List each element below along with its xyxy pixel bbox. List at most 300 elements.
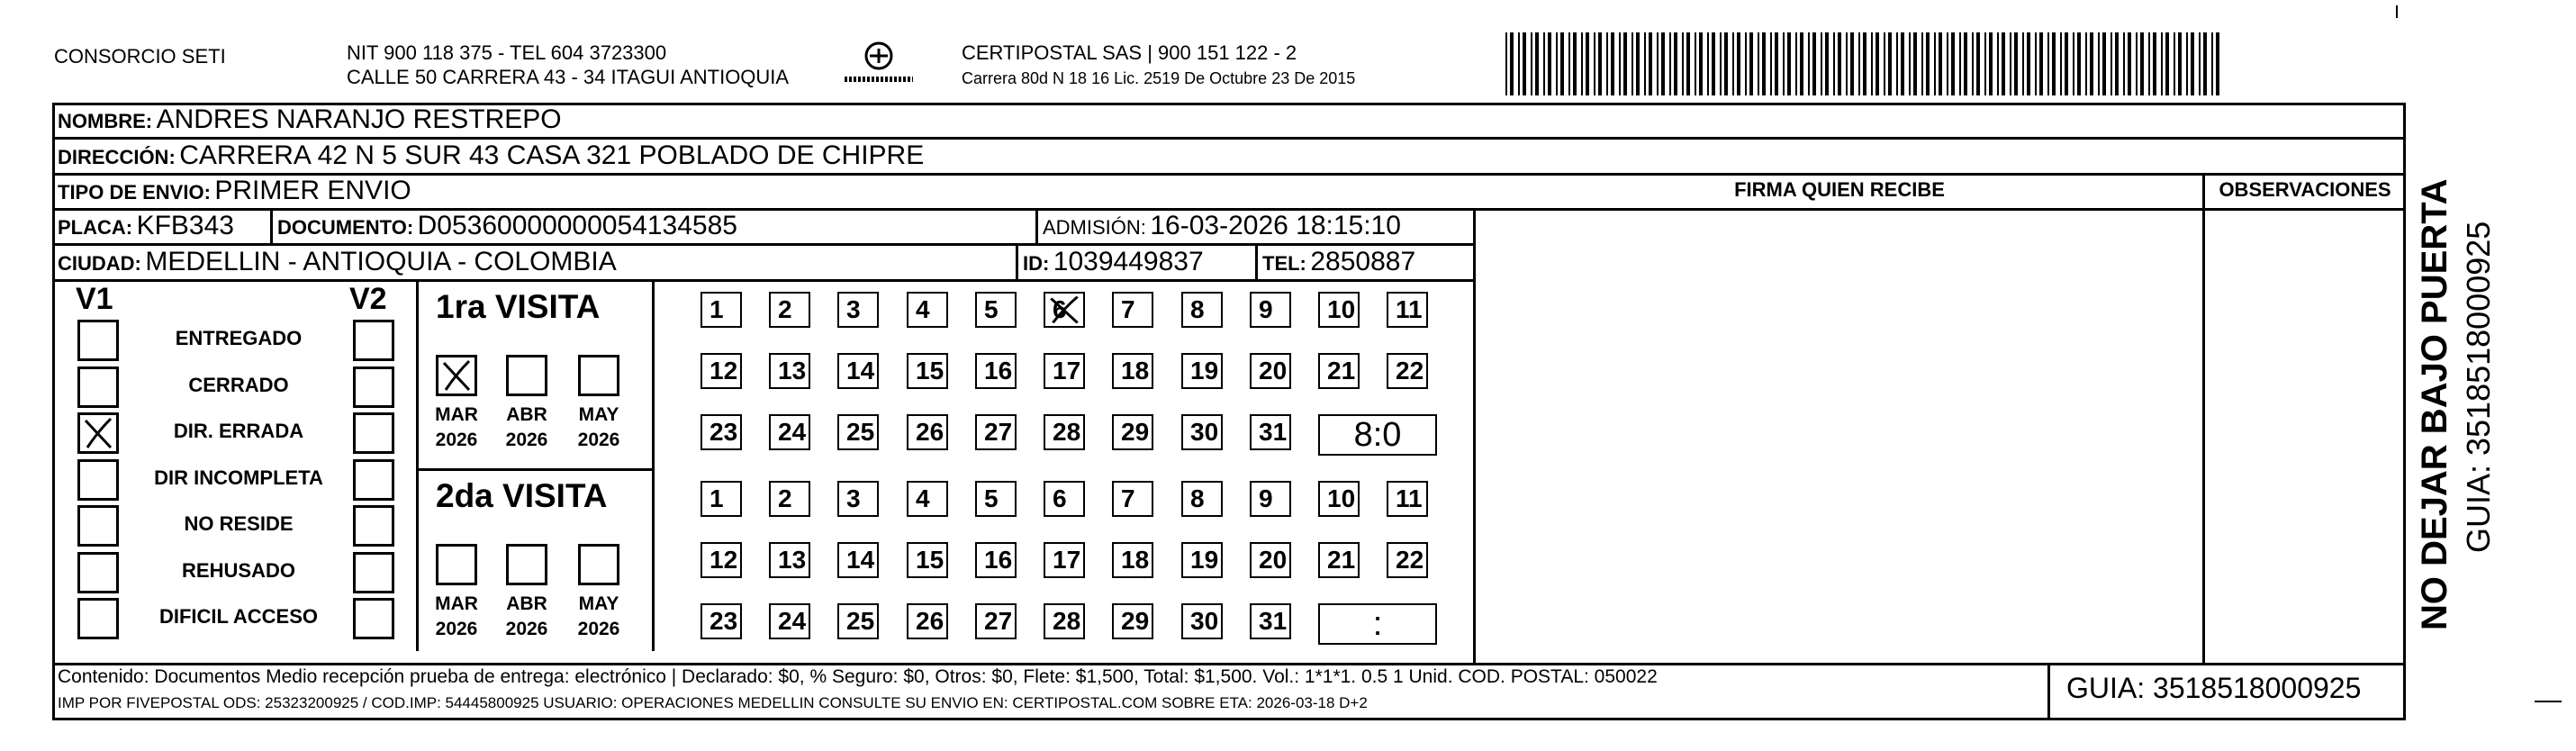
day-box[interactable] <box>1044 292 1085 328</box>
barcode-bar <box>1749 32 1753 95</box>
barcode-bar <box>1619 32 1621 95</box>
tel-label: TEL: <box>1262 252 1306 275</box>
handwritten-x-mark <box>80 415 116 451</box>
name-label: NOMBRE: <box>58 110 153 132</box>
barcode-bar <box>2111 32 2112 95</box>
barcode-bar <box>2186 32 2188 95</box>
month-label: MAR <box>435 404 478 425</box>
footer-guia: GUIA: 3518518000925 <box>2066 672 2362 704</box>
barcode-bar <box>1543 32 1545 95</box>
day-number: 22 <box>1396 546 1424 574</box>
barcode-bar <box>1720 32 1722 95</box>
day-box[interactable] <box>975 414 1017 450</box>
day-number: 16 <box>984 357 1013 385</box>
barcode-bar <box>2073 32 2074 95</box>
day-box[interactable] <box>1181 353 1223 389</box>
barcode-bar <box>1901 32 1904 95</box>
barcode-bar <box>2123 32 2125 95</box>
day-number: 8 <box>1190 295 1205 323</box>
day-number: 20 <box>1259 546 1288 574</box>
time-box[interactable] <box>1318 603 1437 645</box>
visit-1-title: 1ra VISITA <box>436 288 601 325</box>
barcode-bar <box>1821 32 1822 95</box>
day-box[interactable] <box>837 603 879 639</box>
plate-value: KFB343 <box>136 211 234 240</box>
col-divider <box>1035 208 1038 244</box>
status-label: CERRADO <box>188 373 289 396</box>
barcode-bar <box>1674 32 1677 95</box>
v1-checkbox[interactable] <box>77 366 119 408</box>
day-number: 21 <box>1327 357 1356 385</box>
day-box[interactable] <box>837 414 879 450</box>
tel-value: 2850887 <box>1310 247 1416 276</box>
v1-checkbox[interactable] <box>77 412 119 454</box>
day-box[interactable] <box>837 292 879 328</box>
visit-2-title: 2da VISITA <box>436 477 608 514</box>
barcode-bar <box>1808 32 1810 95</box>
v2-checkbox[interactable] <box>353 366 394 408</box>
barcode-bar <box>1838 32 1841 95</box>
col-divider <box>1016 243 1018 279</box>
barcode-bar <box>2216 32 2219 95</box>
barcode-bar <box>1972 32 1974 95</box>
day-box[interactable] <box>1112 481 1153 517</box>
barcode-bar <box>1531 32 1532 95</box>
barcode-bar <box>2102 32 2106 95</box>
barcode-bar <box>1896 32 1898 95</box>
month-label: ABR <box>506 593 547 614</box>
barcode-bar <box>2174 32 2175 95</box>
day-box[interactable] <box>1318 353 1360 389</box>
day-box[interactable] <box>1181 481 1223 517</box>
col-divider <box>1473 208 1476 663</box>
day-box[interactable] <box>700 481 742 517</box>
day-number: 15 <box>916 357 945 385</box>
barcode-bar <box>2136 32 2138 95</box>
day-box[interactable] <box>1112 292 1153 328</box>
day-box[interactable] <box>1044 542 1085 578</box>
day-box[interactable] <box>907 542 948 578</box>
address-row <box>58 140 924 171</box>
admission-value: 16-03-2026 18:15:10 <box>1150 211 1401 240</box>
day-box[interactable] <box>837 542 879 578</box>
day-box[interactable] <box>1181 603 1223 639</box>
day-box[interactable] <box>975 353 1017 389</box>
barcode-bar <box>1858 32 1860 95</box>
barcode-bar <box>1939 32 1942 95</box>
signature-header: FIRMA QUIEN RECIBE <box>1734 178 1945 201</box>
handwritten-x-mark <box>1045 294 1083 326</box>
col-divider <box>270 208 273 244</box>
status-label: REHUSADO <box>182 558 295 582</box>
id-label: ID: <box>1023 252 1050 275</box>
month-checkbox[interactable] <box>578 544 619 585</box>
day-box[interactable] <box>1387 292 1428 328</box>
row-divider <box>52 243 1473 246</box>
certipostal-logo <box>836 40 922 94</box>
barcode-bar <box>1909 32 1911 95</box>
address-value: CARRERA 42 N 5 SUR 43 CASA 321 POBLADO DE CHIPRE <box>179 140 925 170</box>
barcode-bar <box>1535 32 1539 95</box>
barcode-bar <box>1921 32 1923 95</box>
day-number: 31 <box>1259 607 1288 635</box>
v2-label: V2 <box>349 282 387 316</box>
day-number: 4 <box>916 295 930 323</box>
day-number: 30 <box>1190 418 1219 446</box>
status-label: NO RESIDE <box>184 512 294 535</box>
barcode-bar <box>2153 32 2156 95</box>
day-number: 11 <box>1396 295 1423 323</box>
day-box[interactable] <box>1112 414 1153 450</box>
time-box[interactable] <box>1318 414 1437 456</box>
month-label: MAY <box>578 593 619 614</box>
barcode-bar <box>1934 32 1936 95</box>
barcode-bar <box>2148 32 2150 95</box>
barcode-bar <box>2098 32 2100 95</box>
barcode-bar <box>1876 32 1879 95</box>
barcode-bar <box>1682 32 1684 95</box>
day-box[interactable] <box>1387 481 1428 517</box>
day-box[interactable] <box>1112 353 1153 389</box>
day-box[interactable] <box>975 292 1017 328</box>
day-number: 14 <box>846 546 875 574</box>
day-box[interactable] <box>975 603 1017 639</box>
day-box[interactable] <box>700 542 742 578</box>
v1-label: V1 <box>76 282 113 316</box>
day-box[interactable] <box>1044 603 1085 639</box>
day-box[interactable] <box>1250 353 1291 389</box>
v1-checkbox[interactable] <box>77 505 119 547</box>
v1-checkbox[interactable] <box>77 459 119 501</box>
v1-checkbox[interactable] <box>77 320 119 361</box>
day-box[interactable] <box>975 481 1017 517</box>
barcode-bar <box>2128 32 2131 95</box>
barcode-bar <box>1699 32 1703 95</box>
day-number: 3 <box>846 295 861 323</box>
day-number: 2 <box>778 295 792 323</box>
barcode-bar <box>1724 32 1728 95</box>
visit-divider <box>416 468 652 471</box>
month-label: MAR <box>435 593 478 614</box>
barcode-bar <box>2140 32 2144 95</box>
day-number: 13 <box>778 546 807 574</box>
barcode-bar <box>1989 32 1993 95</box>
barcode-bar <box>2039 32 2043 95</box>
v2-checkbox[interactable] <box>353 598 394 639</box>
barcode-bar <box>2077 32 2081 95</box>
barcode-bar <box>1518 32 1520 95</box>
barcode-bar <box>1863 32 1866 95</box>
status-label: ENTREGADO <box>175 327 303 349</box>
barcode-bar <box>2002 32 2005 95</box>
day-box[interactable] <box>1112 542 1153 578</box>
barcode-bar <box>1745 32 1747 95</box>
day-number: 24 <box>778 607 807 635</box>
day-box[interactable] <box>1250 292 1291 328</box>
barcode-bar <box>1913 32 1917 95</box>
barcode-bar <box>1884 32 1885 95</box>
type-label: TIPO DE ENVIO: <box>58 181 211 204</box>
day-box[interactable] <box>1181 414 1223 450</box>
carrier-line: CERTIPOSTAL SAS | 900 151 122 - 2 <box>962 41 1297 64</box>
day-number: 9 <box>1259 484 1273 512</box>
day-number: 29 <box>1121 607 1150 635</box>
day-number: 31 <box>1259 418 1288 446</box>
day-number: 23 <box>710 607 738 635</box>
barcode-bar <box>1644 32 1646 95</box>
month-checkbox[interactable] <box>578 355 619 396</box>
visit-frame-left <box>416 282 419 651</box>
barcode-bar <box>1951 32 1955 95</box>
month-label: ABR <box>506 404 547 425</box>
day-number: 1 <box>710 484 724 512</box>
day-box[interactable] <box>769 542 810 578</box>
day-box[interactable] <box>907 481 948 517</box>
day-box[interactable] <box>1250 542 1291 578</box>
barcode-bar <box>2199 32 2201 95</box>
corner-mark <box>2396 5 2398 18</box>
v2-checkbox[interactable] <box>353 412 394 454</box>
day-box[interactable] <box>1181 542 1223 578</box>
day-box[interactable] <box>1318 481 1360 517</box>
day-number: 23 <box>710 418 738 446</box>
day-number: 21 <box>1327 546 1356 574</box>
day-number: 1 <box>710 295 724 323</box>
barcode-bar <box>1556 32 1558 95</box>
name-row <box>58 104 562 135</box>
barcode-bar <box>2203 32 2207 95</box>
barcode-bar <box>1560 32 1564 95</box>
day-box[interactable] <box>1181 292 1223 328</box>
day-box[interactable] <box>1387 353 1428 389</box>
barcode-bar <box>2065 32 2068 95</box>
barcode-bar <box>1783 32 1785 95</box>
barcode-bar <box>2060 32 2062 95</box>
day-box[interactable] <box>907 414 948 450</box>
day-box[interactable] <box>1250 414 1291 450</box>
admission-row <box>1043 211 1401 241</box>
day-number: 11 <box>1396 484 1423 512</box>
barcode-bar <box>1594 32 1595 95</box>
day-number: 27 <box>984 607 1013 635</box>
barcode-bar <box>1888 32 1892 95</box>
side-guia: GUIA: 3518518000925 <box>2460 221 2497 553</box>
status-label: DIFICIL ACCESO <box>158 605 318 628</box>
month-checkbox[interactable] <box>506 544 547 585</box>
barcode-bar <box>2010 32 2011 95</box>
barcode-bar <box>1598 32 1602 95</box>
day-box[interactable] <box>769 603 810 639</box>
barcode-bar <box>1737 32 1740 95</box>
day-number: 24 <box>778 418 807 446</box>
row-divider <box>52 279 1473 282</box>
barcode-bar <box>1695 32 1696 95</box>
day-box[interactable] <box>1250 603 1291 639</box>
barcode-bar <box>2027 32 2030 95</box>
time-value: : <box>1372 605 1383 643</box>
day-box[interactable] <box>769 414 810 450</box>
type-row <box>58 176 411 206</box>
barcode-bar <box>1510 32 1514 95</box>
barcode-bar <box>2178 32 2182 95</box>
barcode-bar <box>1984 32 1986 95</box>
edge-mark <box>2535 701 2562 702</box>
day-box[interactable] <box>700 603 742 639</box>
barcode-bar <box>1657 32 1659 95</box>
barcode-bar <box>2211 32 2213 95</box>
day-box[interactable] <box>1387 542 1428 578</box>
barcode-bar <box>2022 32 2024 95</box>
day-number: 16 <box>984 546 1013 574</box>
day-box[interactable] <box>1044 481 1085 517</box>
barcode-bar <box>1606 32 1608 95</box>
day-box[interactable] <box>700 353 742 389</box>
day-box[interactable] <box>975 542 1017 578</box>
admission-label: ADMISIÓN: <box>1043 216 1146 239</box>
day-box[interactable] <box>700 414 742 450</box>
day-box[interactable] <box>769 292 810 328</box>
day-number: 5 <box>984 484 999 512</box>
id-value: 1039449837 <box>1053 247 1204 276</box>
day-number: 6 <box>1053 295 1067 323</box>
barcode-bar <box>1568 32 1570 95</box>
v2-checkbox[interactable] <box>353 505 394 547</box>
day-number: 25 <box>846 418 875 446</box>
day-box[interactable] <box>907 353 948 389</box>
barcode-bar <box>1770 32 1772 95</box>
day-number: 30 <box>1190 607 1219 635</box>
day-number: 18 <box>1121 546 1150 574</box>
day-box[interactable] <box>1250 481 1291 517</box>
barcode-bar <box>2191 32 2194 95</box>
barcode-bar <box>1581 32 1583 95</box>
barcode-bar <box>1661 32 1665 95</box>
barcode-bar <box>1800 32 1803 95</box>
barcode-bar <box>1573 32 1577 95</box>
year-label: 2026 <box>577 619 620 639</box>
day-number: 29 <box>1121 418 1150 446</box>
barcode-bar <box>2052 32 2056 95</box>
day-number: 27 <box>984 418 1013 446</box>
year-label: 2026 <box>505 430 548 450</box>
name-value: ANDRES NARANJO RESTREPO <box>156 104 562 134</box>
visit-frame-right <box>652 282 655 651</box>
month-checkbox[interactable] <box>436 544 477 585</box>
day-number: 17 <box>1053 546 1081 574</box>
day-number: 20 <box>1259 357 1288 385</box>
v2-checkbox[interactable] <box>353 459 394 501</box>
day-box[interactable] <box>1112 603 1153 639</box>
handwritten-x-mark <box>438 357 475 394</box>
day-number: 17 <box>1053 357 1081 385</box>
day-box[interactable] <box>1318 292 1360 328</box>
status-label: DIR INCOMPLETA <box>154 466 323 489</box>
v1-checkbox[interactable] <box>77 552 119 593</box>
barcode-bar <box>1846 32 1848 95</box>
v1-checkbox[interactable] <box>77 598 119 639</box>
day-number: 6 <box>1053 484 1067 512</box>
col-divider <box>2202 173 2205 663</box>
day-number: 10 <box>1327 484 1356 512</box>
day-number: 2 <box>778 484 792 512</box>
barcode-bar <box>1825 32 1829 95</box>
barcode-bar <box>1611 32 1614 95</box>
day-box[interactable] <box>1044 414 1085 450</box>
status-label: DIR. ERRADA <box>173 420 304 442</box>
barcode-bar <box>1758 32 1759 95</box>
barcode-bar <box>1636 32 1640 95</box>
barcode-bar <box>1787 32 1791 95</box>
day-number: 7 <box>1121 295 1135 323</box>
barcode-bar <box>2115 32 2119 95</box>
barcode-bar <box>1926 32 1930 95</box>
day-number: 8 <box>1190 484 1205 512</box>
barcode-bar <box>1795 32 1797 95</box>
barcode-bar <box>2047 32 2049 95</box>
document-row <box>277 211 737 241</box>
barcode-bar <box>1505 32 1507 95</box>
barcode-bar <box>1850 32 1854 95</box>
day-box[interactable] <box>700 292 742 328</box>
month-checkbox[interactable] <box>436 355 477 396</box>
carrier-sub: Carrera 80d N 18 16 Lic. 2519 De Octubre 23 De 2015 <box>962 69 1356 87</box>
day-number: 18 <box>1121 357 1150 385</box>
id-row <box>1023 247 1204 277</box>
day-number: 13 <box>778 357 807 385</box>
barcode-bar <box>1649 32 1652 95</box>
barcode-bar <box>1964 32 1967 95</box>
city-value: MEDELLIN - ANTIOQUIA - COLOMBIA <box>145 247 617 276</box>
col-divider <box>2047 663 2050 720</box>
day-box[interactable] <box>769 481 810 517</box>
year-label: 2026 <box>505 619 548 639</box>
barcode <box>1504 32 2224 95</box>
day-box[interactable] <box>907 292 948 328</box>
day-box[interactable] <box>837 481 879 517</box>
barcode-bar <box>1762 32 1766 95</box>
day-box[interactable] <box>769 353 810 389</box>
imp-line: IMP POR FIVEPOSTAL ODS: 25323200925 / COD.IMP: 54445800925 USUARIO: OPERACIONES MEDELLIN CONSULTE SU ENVIO EN: CERTIPOSTAL.COM SOBRE ETA: 2026-03-18 D+2 <box>58 694 1368 711</box>
city-label: CIUDAD: <box>58 252 141 275</box>
day-box[interactable] <box>1318 542 1360 578</box>
document-label: DOCUMENTO: <box>277 216 414 239</box>
v2-checkbox[interactable] <box>353 320 394 361</box>
side-warning: NO DEJAR BAJO PUERTA <box>2415 178 2454 630</box>
day-box[interactable] <box>907 603 948 639</box>
company-name: CONSORCIO SETI <box>54 45 226 68</box>
day-number: 28 <box>1053 418 1081 446</box>
barcode-bar <box>1548 32 1551 95</box>
day-number: 3 <box>846 484 861 512</box>
year-label: 2026 <box>435 619 478 639</box>
day-box[interactable] <box>1044 353 1085 389</box>
day-number: 25 <box>846 607 875 635</box>
barcode-bar <box>1712 32 1715 95</box>
day-number: 12 <box>710 546 738 574</box>
v2-checkbox[interactable] <box>353 552 394 593</box>
day-box[interactable] <box>837 353 879 389</box>
barcode-bar <box>1997 32 1999 95</box>
address-label: DIRECCIÓN: <box>58 146 176 168</box>
barcode-bar <box>1669 32 1671 95</box>
day-number: 9 <box>1259 295 1273 323</box>
barcode-bar <box>1631 32 1633 95</box>
tel-row <box>1262 247 1415 277</box>
month-checkbox[interactable] <box>506 355 547 396</box>
row-divider <box>52 137 2406 140</box>
day-number: 4 <box>916 484 930 512</box>
city-row <box>58 247 617 277</box>
